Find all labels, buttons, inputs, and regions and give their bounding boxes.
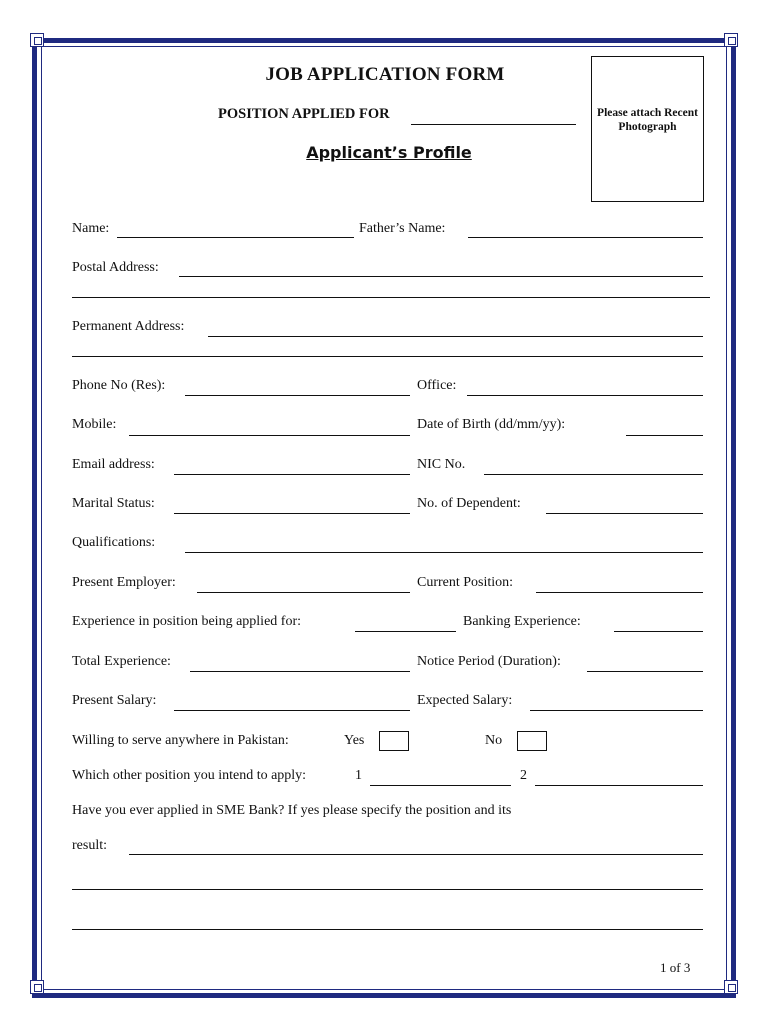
position-applied-field[interactable] <box>411 124 576 125</box>
office-field[interactable] <box>467 395 703 396</box>
permanent-address-field-2[interactable] <box>72 356 703 357</box>
result-field-3[interactable] <box>72 929 703 930</box>
option-2-label: 2 <box>520 768 527 783</box>
email-label: Email address: <box>72 457 155 472</box>
photo-box[interactable] <box>591 56 704 202</box>
dependents-field[interactable] <box>546 513 703 514</box>
marital-status-field[interactable] <box>174 513 410 514</box>
phone-res-field[interactable] <box>185 395 410 396</box>
total-experience-field[interactable] <box>190 671 410 672</box>
dob-field[interactable] <box>626 435 703 436</box>
notice-period-label: Notice Period (Duration): <box>417 654 561 669</box>
banking-experience-label: Banking Experience: <box>463 614 581 629</box>
experience-position-field[interactable] <box>355 631 456 632</box>
result-label: result: <box>72 838 107 853</box>
expected-salary-label: Expected Salary: <box>417 693 513 708</box>
email-field[interactable] <box>174 474 410 475</box>
mobile-label: Mobile: <box>72 417 117 432</box>
present-employer-label: Present Employer: <box>72 575 176 590</box>
corner-ornament-icon <box>30 980 44 994</box>
willing-serve-label: Willing to serve anywhere in Pakistan: <box>72 733 289 748</box>
dob-label: Date of Birth (dd/mm/yy): <box>417 417 566 432</box>
corner-ornament-icon <box>30 33 44 47</box>
applied-before-label: Have you ever applied in SME Bank? If yes please specify the position and its <box>72 803 512 818</box>
qualifications-field[interactable] <box>185 552 703 553</box>
present-salary-field[interactable] <box>174 710 410 711</box>
option-2-field[interactable] <box>535 785 703 786</box>
qualifications-label: Qualifications: <box>72 535 156 550</box>
no-label: No <box>485 733 503 748</box>
name-label: Name: <box>72 221 110 236</box>
corner-ornament-icon <box>724 33 738 47</box>
postal-address-field-2[interactable] <box>72 297 710 298</box>
total-experience-label: Total Experience: <box>72 654 171 669</box>
yes-checkbox[interactable] <box>379 731 409 751</box>
father-name-label: Father’s Name: <box>359 221 446 236</box>
mobile-field[interactable] <box>129 435 410 436</box>
photo-note: Please attach Recent Photograph <box>597 107 698 133</box>
marital-status-label: Marital Status: <box>72 496 155 511</box>
section-title: Applicant’s Profile <box>306 143 472 162</box>
name-field[interactable] <box>117 237 354 238</box>
dependents-label: No. of Dependent: <box>417 496 521 511</box>
notice-period-field[interactable] <box>587 671 703 672</box>
expected-salary-field[interactable] <box>530 710 703 711</box>
form-title: JOB APPLICATION FORM <box>265 64 505 85</box>
result-field-2[interactable] <box>72 889 703 890</box>
permanent-address-field[interactable] <box>208 336 703 337</box>
current-position-label: Current Position: <box>417 575 514 590</box>
present-employer-field[interactable] <box>197 592 410 593</box>
current-position-field[interactable] <box>536 592 703 593</box>
banking-experience-field[interactable] <box>614 631 703 632</box>
no-checkbox[interactable] <box>517 731 547 751</box>
other-position-label: Which other position you intend to apply: <box>72 768 307 783</box>
father-name-field[interactable] <box>468 237 703 238</box>
position-applied-label: POSITION APPLIED FOR <box>218 106 390 122</box>
experience-position-label: Experience in position being applied for: <box>72 614 301 629</box>
phone-res-label: Phone No (Res): <box>72 378 166 393</box>
nic-label: NIC No. <box>417 457 466 472</box>
nic-field[interactable] <box>484 474 703 475</box>
page-number: 1 of 3 <box>660 960 691 975</box>
permanent-address-label: Permanent Address: <box>72 319 185 334</box>
corner-ornament-icon <box>724 980 738 994</box>
present-salary-label: Present Salary: <box>72 693 157 708</box>
postal-address-field[interactable] <box>179 276 703 277</box>
yes-label: Yes <box>344 733 365 748</box>
postal-address-label: Postal Address: <box>72 260 159 275</box>
option-1-field[interactable] <box>370 785 511 786</box>
result-field[interactable] <box>129 854 703 855</box>
office-label: Office: <box>417 378 457 393</box>
option-1-label: 1 <box>355 768 362 783</box>
